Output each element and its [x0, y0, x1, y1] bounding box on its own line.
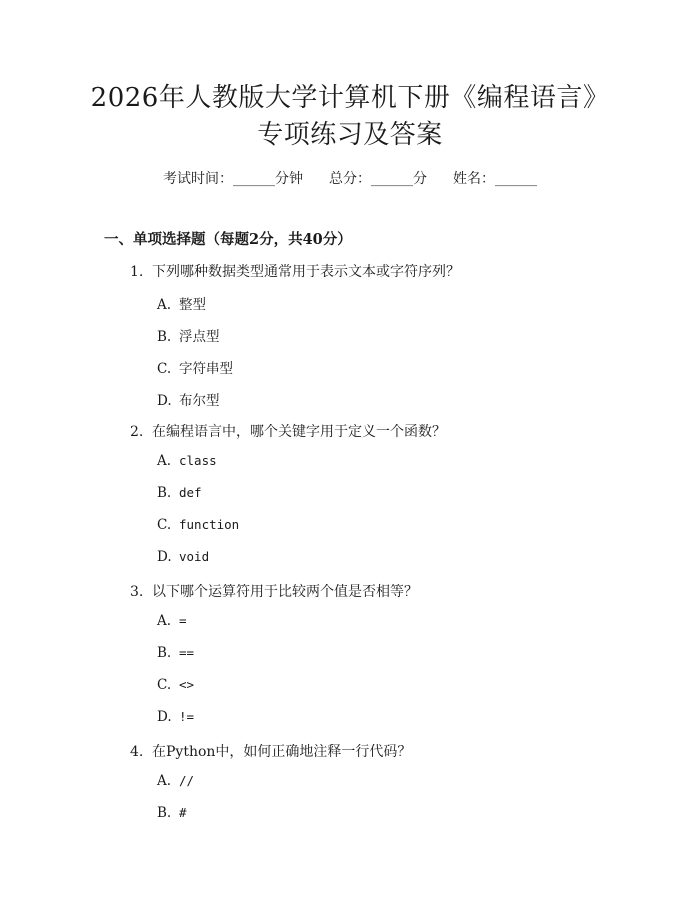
student-name-field: 姓名：______: [453, 171, 537, 187]
option-label: A.: [157, 297, 172, 313]
option-label: D.: [157, 393, 172, 409]
option-1a: [157, 293, 206, 313]
option-label: D.: [157, 709, 172, 725]
question-text: 以下哪个运算符用于比较两个值是否相等？: [152, 584, 418, 600]
option-1b: [157, 325, 220, 345]
option-text: 字符串型: [179, 361, 233, 377]
option-text: #: [179, 805, 187, 820]
option-3d: [157, 709, 194, 725]
exam-time-field: 考试时间：______分钟: [163, 171, 303, 187]
option-label: A.: [157, 613, 172, 629]
option-text: 整型: [179, 297, 206, 313]
question-2: [130, 421, 446, 441]
question-number: 3.: [130, 584, 144, 600]
option-label: D.: [157, 549, 172, 565]
question-4: [130, 741, 411, 761]
option-label: C.: [157, 361, 172, 377]
section-heading: 一、单项选择题（每题2分，共40分）: [104, 231, 352, 248]
option-label: B.: [157, 645, 172, 661]
option-text: =: [179, 613, 187, 628]
option-text: !=: [179, 709, 195, 724]
document-title-line1: 2026年人教版大学计算机下册《编程语言》: [90, 83, 610, 113]
option-label: A.: [157, 453, 172, 469]
question-3: [130, 581, 418, 601]
option-label: B.: [157, 485, 172, 501]
option-text: def: [179, 485, 202, 500]
option-3b: [157, 645, 194, 661]
option-text: function: [179, 517, 240, 532]
option-3c: [157, 677, 194, 693]
option-3a: [157, 613, 187, 629]
option-label: C.: [157, 677, 172, 693]
question-text: 在编程语言中，哪个关键字用于定义一个函数？: [152, 424, 446, 440]
option-4b: [157, 805, 187, 821]
option-2b: [157, 485, 202, 501]
option-label: C.: [157, 517, 172, 533]
question-1: [130, 261, 460, 281]
option-2a: [157, 453, 217, 469]
option-1c: [157, 357, 233, 377]
option-text: //: [179, 773, 195, 788]
exam-meta: [0, 168, 700, 188]
option-text: 浮点型: [179, 329, 220, 345]
option-text: 布尔型: [179, 393, 220, 409]
question-number: 4.: [130, 744, 144, 760]
option-text: ==: [179, 645, 195, 660]
option-text: class: [179, 453, 217, 468]
question-number: 1.: [130, 264, 144, 280]
option-1d: [157, 389, 220, 409]
option-4a: [157, 773, 194, 789]
option-label: A.: [157, 773, 172, 789]
total-score-field: 总分：______分: [329, 171, 427, 187]
option-text: <>: [179, 677, 195, 692]
option-2d: [157, 549, 209, 565]
option-text: void: [179, 549, 210, 564]
option-2c: [157, 517, 239, 533]
document-title-line2: 专项练习及答案: [257, 120, 443, 150]
option-label: B.: [157, 329, 172, 345]
question-text: 下列哪种数据类型通常用于表示文本或字符序列？: [152, 264, 460, 280]
question-number: 2.: [130, 424, 144, 440]
question-text: 在Python中，如何正确地注释一行代码？: [152, 744, 412, 760]
option-label: B.: [157, 805, 172, 821]
